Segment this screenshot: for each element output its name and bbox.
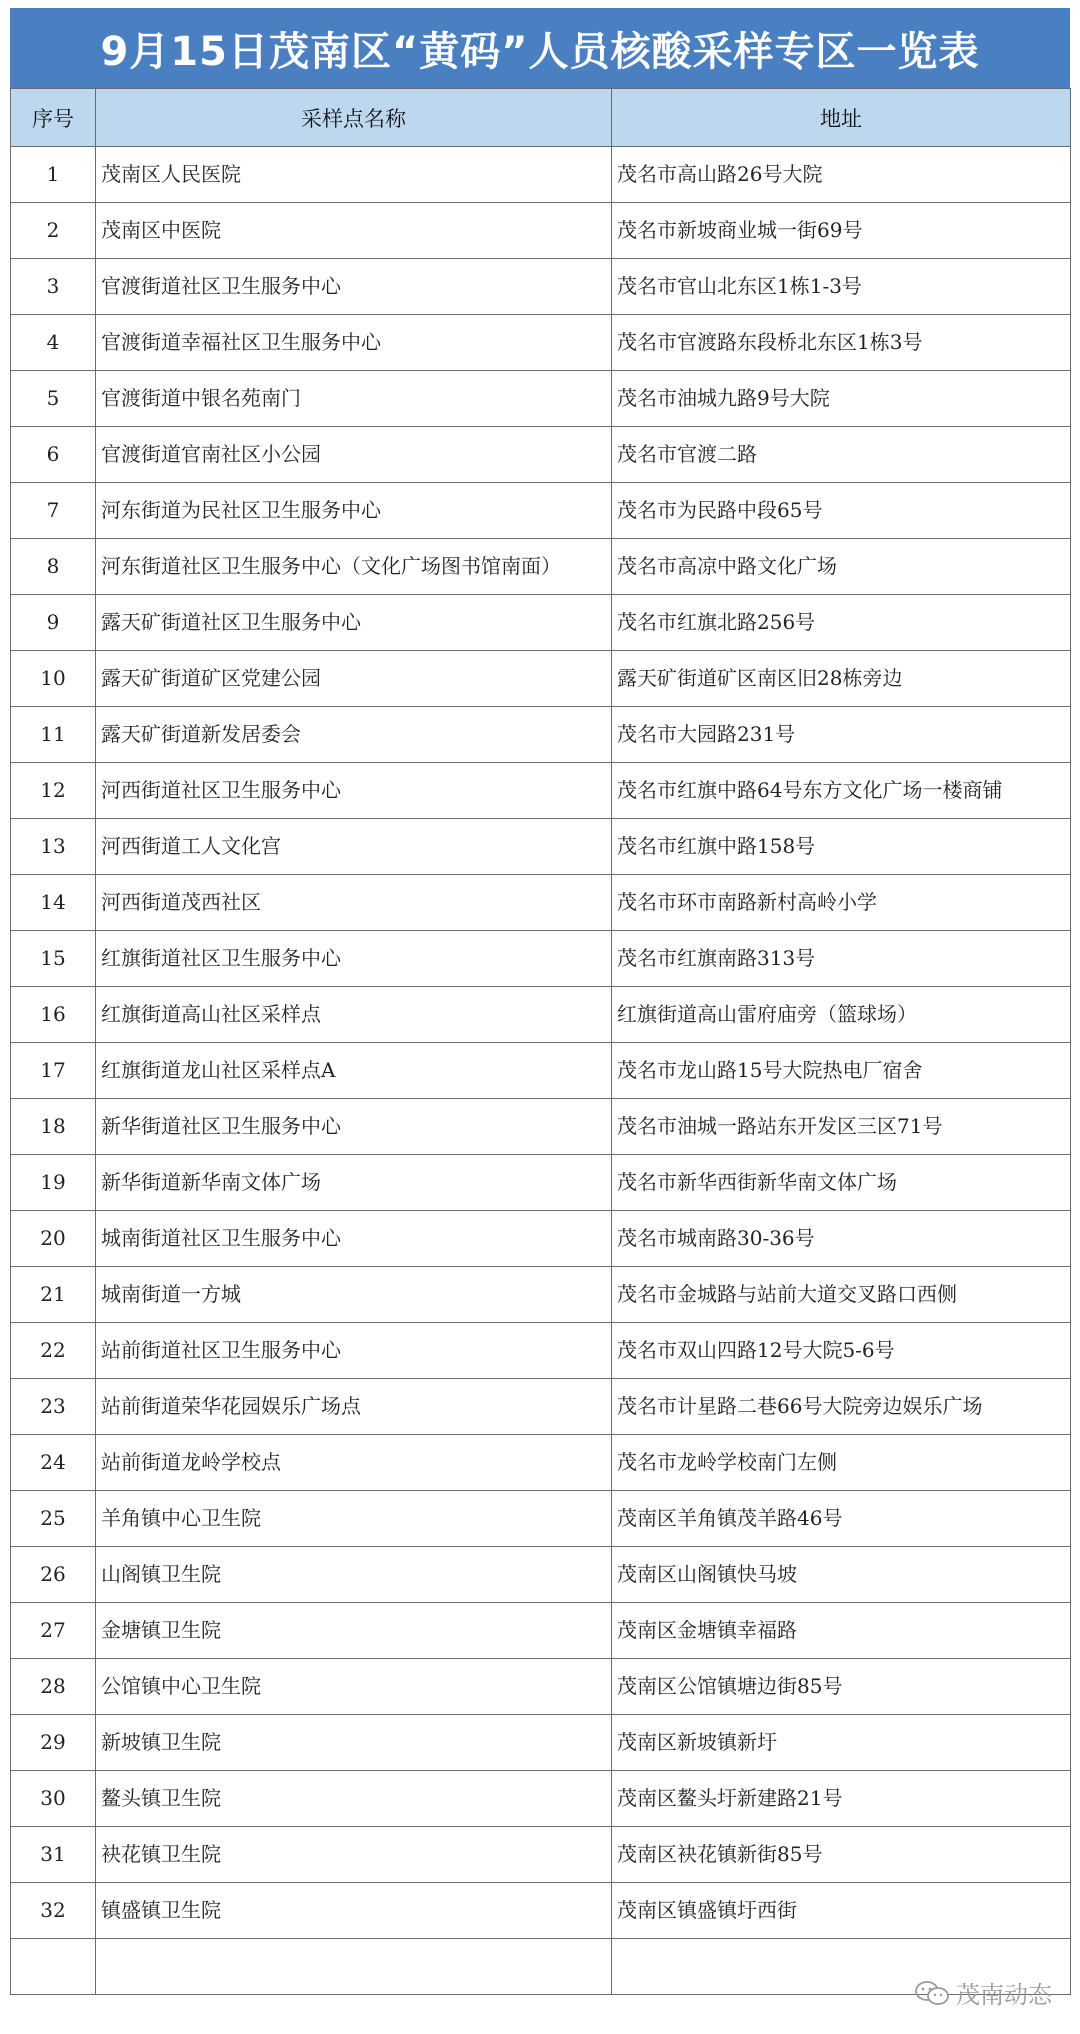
site-name: 羊角镇中心卫生院	[96, 1491, 612, 1547]
row-index: 2	[11, 203, 96, 259]
row-index: 15	[11, 931, 96, 987]
table-row	[11, 259, 1071, 315]
site-address: 茂南区金塘镇幸福路	[612, 1603, 1071, 1659]
site-address: 茂名市官山北东区1栋1-3号	[612, 259, 1071, 315]
site-name: 站前街道社区卫生服务中心	[96, 1323, 612, 1379]
site-address: 茂名市官渡路东段桥北东区1栋3号	[612, 315, 1071, 371]
site-address: 茂名市龙岭学校南门左侧	[612, 1435, 1071, 1491]
site-address: 茂名市新华西街新华南文体广场	[612, 1155, 1071, 1211]
site-address: 茂名市红旗中路158号	[612, 819, 1071, 875]
site-name: 露天矿街道新发居委会	[96, 707, 612, 763]
table-row	[11, 819, 1071, 875]
row-index: 30	[11, 1771, 96, 1827]
row-index: 27	[11, 1603, 96, 1659]
row-index: 14	[11, 875, 96, 931]
site-address: 茂名市双山四路12号大院5-6号	[612, 1323, 1071, 1379]
site-name: 茂南区人民医院	[96, 147, 612, 203]
row-index: 28	[11, 1659, 96, 1715]
site-name: 金塘镇卫生院	[96, 1603, 612, 1659]
row-index: 8	[11, 539, 96, 595]
table-title: 9月15日茂南区“黄码”人员核酸采样专区一览表	[10, 8, 1070, 88]
table-row	[11, 1323, 1071, 1379]
table-row	[11, 1659, 1071, 1715]
row-index: 21	[11, 1267, 96, 1323]
site-address: 茂南区山阁镇快马坡	[612, 1547, 1071, 1603]
table-row	[11, 1715, 1071, 1771]
table-row	[11, 1491, 1071, 1547]
site-name: 官渡街道幸福社区卫生服务中心	[96, 315, 612, 371]
row-index: 31	[11, 1827, 96, 1883]
table-row	[11, 427, 1071, 483]
row-index: 13	[11, 819, 96, 875]
table-row	[11, 147, 1071, 203]
site-address: 茂名市为民路中段65号	[612, 483, 1071, 539]
site-address: 茂南区鳌头圩新建路21号	[612, 1771, 1071, 1827]
site-address: 茂名市高山路26号大院	[612, 147, 1071, 203]
site-name: 河西街道社区卫生服务中心	[96, 763, 612, 819]
header-index: 序号	[11, 89, 96, 147]
site-name: 官渡街道社区卫生服务中心	[96, 259, 612, 315]
site-name: 新坡镇卫生院	[96, 1715, 612, 1771]
row-index: 23	[11, 1379, 96, 1435]
site-name: 官渡街道官南社区小公园	[96, 427, 612, 483]
row-index: 24	[11, 1435, 96, 1491]
site-address: 茂名市油城一路站东开发区三区71号	[612, 1099, 1071, 1155]
table-row	[11, 1435, 1071, 1491]
site-address: 茂南区羊角镇茂羊路46号	[612, 1491, 1071, 1547]
site-name: 河西街道茂西社区	[96, 875, 612, 931]
header-row	[11, 89, 1071, 147]
site-name: 红旗街道社区卫生服务中心	[96, 931, 612, 987]
row-index: 32	[11, 1883, 96, 1939]
header-address: 地址	[612, 89, 1071, 147]
site-address: 茂名市油城九路9号大院	[612, 371, 1071, 427]
row-index: 1	[11, 147, 96, 203]
table-row	[11, 1043, 1071, 1099]
site-address: 露天矿街道矿区南区旧28栋旁边	[612, 651, 1071, 707]
site-address: 红旗街道高山雷府庙旁（篮球场）	[612, 987, 1071, 1043]
row-index: 11	[11, 707, 96, 763]
row-index: 29	[11, 1715, 96, 1771]
site-address: 茂名市龙山路15号大院热电厂宿舍	[612, 1043, 1071, 1099]
table-row	[11, 1211, 1071, 1267]
table-row	[11, 987, 1071, 1043]
wechat-icon	[914, 1980, 950, 2006]
row-index: 25	[11, 1491, 96, 1547]
watermark	[914, 1975, 1052, 2010]
table-body	[11, 147, 1071, 1995]
site-address: 茂名市新坡商业城一街69号	[612, 203, 1071, 259]
site-address: 茂名市红旗中路64号东方文化广场一楼商铺	[612, 763, 1071, 819]
row-index: 5	[11, 371, 96, 427]
site-name: 镇盛镇卫生院	[96, 1883, 612, 1939]
site-address: 茂南区镇盛镇圩西街	[612, 1883, 1071, 1939]
site-address: 茂名市环市南路新村高岭小学	[612, 875, 1071, 931]
empty-row	[11, 1939, 1071, 1995]
empty-cell	[11, 1939, 96, 1995]
site-name: 站前街道荣华花园娱乐广场点	[96, 1379, 612, 1435]
site-name: 新华街道新华南文体广场	[96, 1155, 612, 1211]
site-address: 茂南区公馆镇塘边街85号	[612, 1659, 1071, 1715]
table-row	[11, 315, 1071, 371]
site-name: 山阁镇卫生院	[96, 1547, 612, 1603]
table-row	[11, 371, 1071, 427]
table-row	[11, 1099, 1071, 1155]
site-address: 茂名市城南路30-36号	[612, 1211, 1071, 1267]
site-name: 河西街道工人文化宫	[96, 819, 612, 875]
row-index: 3	[11, 259, 96, 315]
row-index: 7	[11, 483, 96, 539]
table-row	[11, 1883, 1071, 1939]
site-name: 城南街道社区卫生服务中心	[96, 1211, 612, 1267]
table-row	[11, 763, 1071, 819]
site-name: 站前街道龙岭学校点	[96, 1435, 612, 1491]
site-address: 茂南区袂花镇新街85号	[612, 1827, 1071, 1883]
row-index: 9	[11, 595, 96, 651]
site-address: 茂名市高凉中路文化广场	[612, 539, 1071, 595]
site-name: 新华街道社区卫生服务中心	[96, 1099, 612, 1155]
site-name: 城南街道一方城	[96, 1267, 612, 1323]
table-row	[11, 539, 1071, 595]
site-name: 露天矿街道社区卫生服务中心	[96, 595, 612, 651]
table-row	[11, 875, 1071, 931]
row-index: 6	[11, 427, 96, 483]
table-row	[11, 1771, 1071, 1827]
site-name: 鳌头镇卫生院	[96, 1771, 612, 1827]
site-name: 袂花镇卫生院	[96, 1827, 612, 1883]
table-row	[11, 1603, 1071, 1659]
table-row	[11, 203, 1071, 259]
table-row	[11, 931, 1071, 987]
site-address: 茂名市官渡二路	[612, 427, 1071, 483]
row-index: 17	[11, 1043, 96, 1099]
sampling-sites-table	[10, 88, 1071, 1995]
site-address: 茂名市大园路231号	[612, 707, 1071, 763]
row-index: 4	[11, 315, 96, 371]
row-index: 20	[11, 1211, 96, 1267]
table-row	[11, 595, 1071, 651]
site-name: 露天矿街道矿区党建公园	[96, 651, 612, 707]
table-row	[11, 1379, 1071, 1435]
site-name: 茂南区中医院	[96, 203, 612, 259]
table-row	[11, 1267, 1071, 1323]
table-row	[11, 1155, 1071, 1211]
row-index: 10	[11, 651, 96, 707]
row-index: 19	[11, 1155, 96, 1211]
table-row	[11, 651, 1071, 707]
row-index: 18	[11, 1099, 96, 1155]
row-index: 26	[11, 1547, 96, 1603]
site-name: 红旗街道龙山社区采样点A	[96, 1043, 612, 1099]
header-site-name: 采样点名称	[96, 89, 612, 147]
sheet	[10, 8, 1070, 1995]
table-row	[11, 1547, 1071, 1603]
site-address: 茂南区新坡镇新圩	[612, 1715, 1071, 1771]
site-address: 茂名市金城路与站前大道交叉路口西侧	[612, 1267, 1071, 1323]
table-row	[11, 483, 1071, 539]
table-row	[11, 707, 1071, 763]
empty-cell	[96, 1939, 612, 1995]
row-index: 16	[11, 987, 96, 1043]
site-name: 红旗街道高山社区采样点	[96, 987, 612, 1043]
site-address: 茂名市计星路二巷66号大院旁边娱乐广场	[612, 1379, 1071, 1435]
row-index: 12	[11, 763, 96, 819]
row-index: 22	[11, 1323, 96, 1379]
site-address: 茂名市红旗南路313号	[612, 931, 1071, 987]
site-name: 公馆镇中心卫生院	[96, 1659, 612, 1715]
table-row	[11, 1827, 1071, 1883]
site-address: 茂名市红旗北路256号	[612, 595, 1071, 651]
site-name: 河东街道社区卫生服务中心（文化广场图书馆南面）	[96, 539, 612, 595]
site-name: 官渡街道中银名苑南门	[96, 371, 612, 427]
site-name: 河东街道为民社区卫生服务中心	[96, 483, 612, 539]
watermark-text: 茂南动态	[956, 1981, 1052, 2009]
